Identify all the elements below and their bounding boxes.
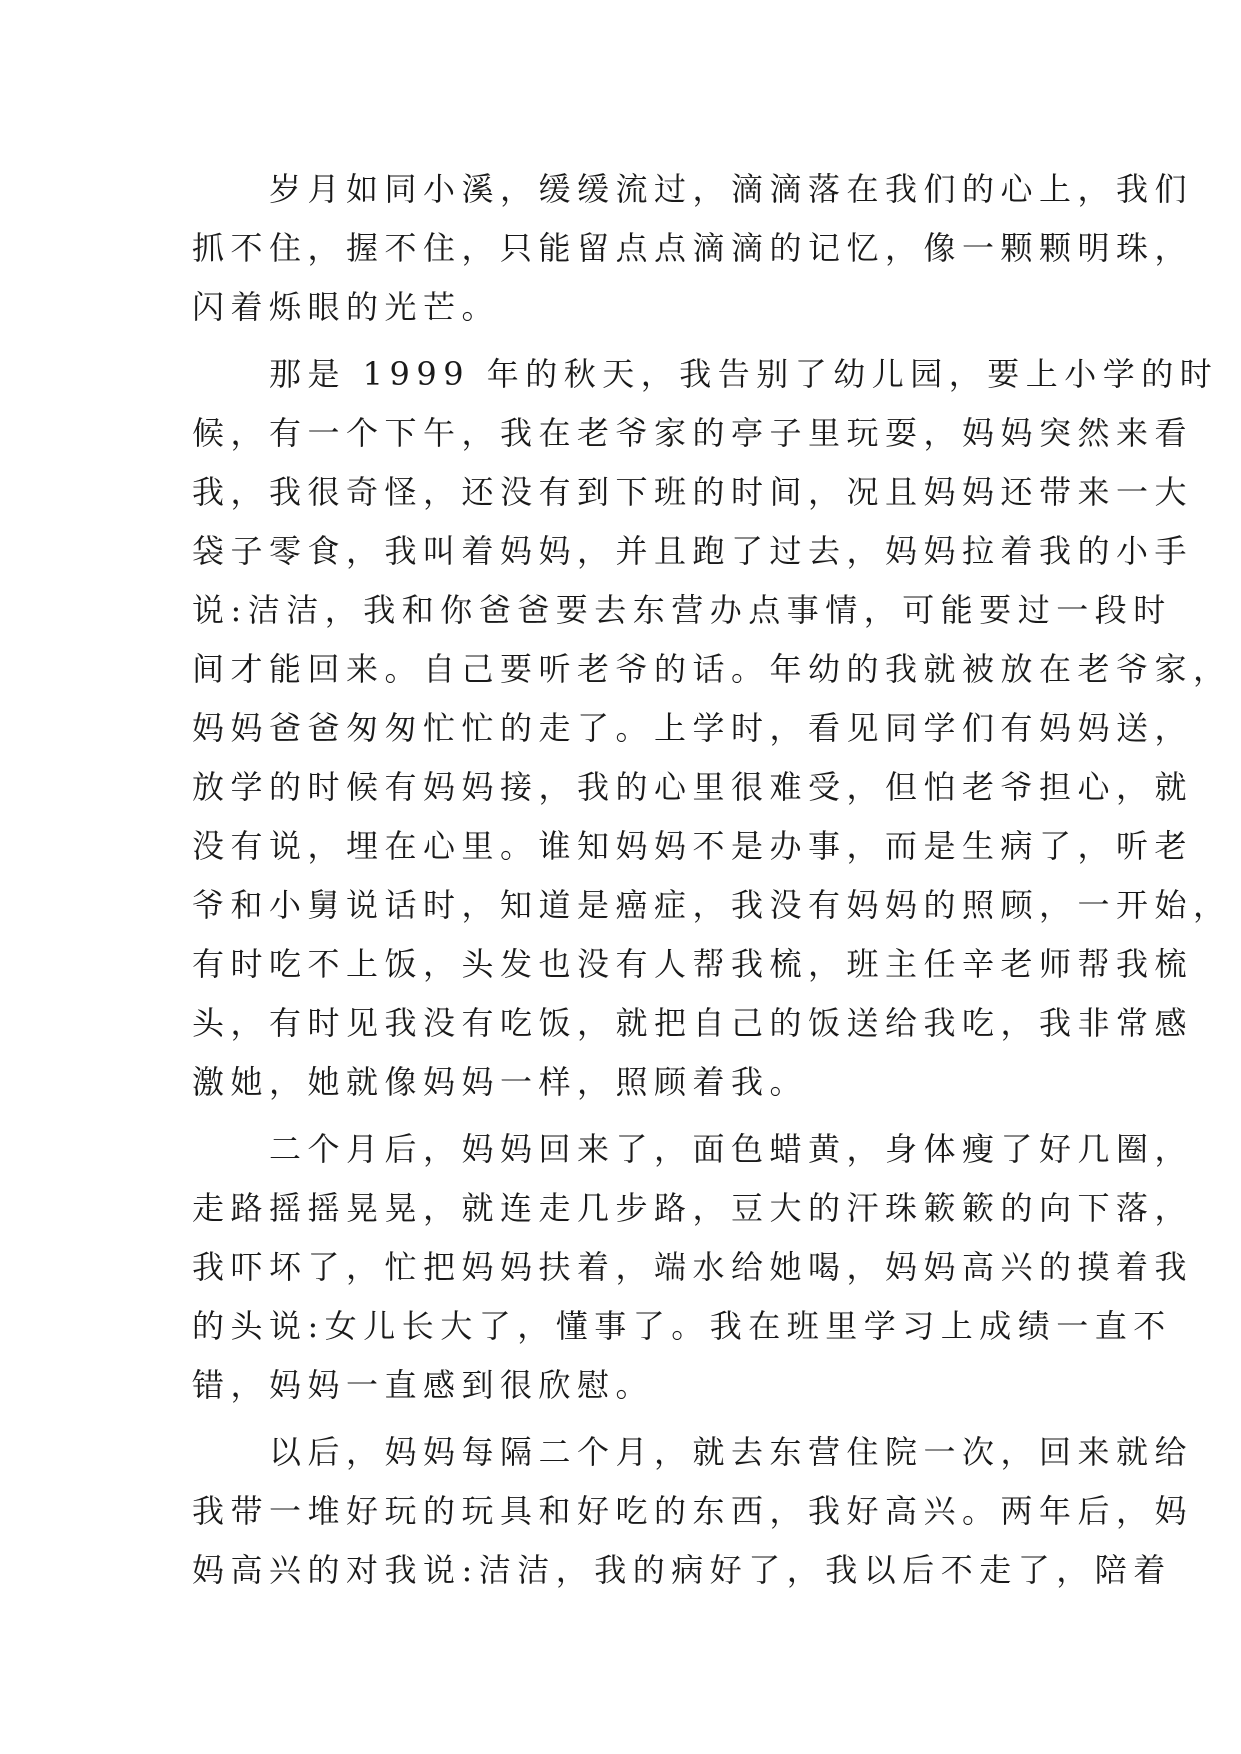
text-line: 那是 1999 年的秋天，我告别了幼儿园，要上小学的时: [192, 355, 1219, 393]
text-line: 以后，妈妈每隔二个月，就去东营住院一次，回来就给: [192, 1433, 1194, 1471]
text-line: 放学的时候有妈妈接，我的心里很难受，但怕老爷担心，就: [192, 768, 1194, 806]
text-line: 妈妈爸爸匆匆忙忙的走了。上学时，看见同学们有妈妈送，: [192, 709, 1194, 747]
text-line: 说:洁洁，我和你爸爸要去东营办点事情，可能要过一段时: [192, 591, 1172, 629]
text-line: 闪着烁眼的光芒。: [192, 288, 501, 326]
text-line: 激她，她就像妈妈一样，照顾着我。: [192, 1063, 809, 1101]
text-line: 妈高兴的对我说:洁洁，我的病好了，我以后不走了，陪着: [192, 1551, 1172, 1589]
paragraph-2: [192, 345, 1232, 1112]
paragraph-gap: [192, 1415, 1072, 1423]
paragraph-4: [192, 1423, 1194, 1600]
text-line: 走路摇摇晃晃，就连走几步路，豆大的汗珠簌簌的向下落，: [192, 1189, 1194, 1227]
paragraph-gap: [192, 1112, 1072, 1120]
text-line: 抓不住，握不住，只能留点点滴滴的记忆，像一颗颗明珠，: [192, 229, 1194, 267]
text-line: 间才能回来。自己要听老爷的话。年幼的我就被放在老爷家，: [192, 650, 1232, 688]
text-line: 二个月后，妈妈回来了，面色蜡黄，身体瘦了好几圈，: [192, 1130, 1194, 1168]
text-line: 错，妈妈一直感到很欣慰。: [192, 1366, 655, 1404]
text-line: 岁月如同小溪，缓缓流过，滴滴落在我们的心上，我们: [192, 170, 1194, 208]
text-line: 爷和小舅说话时，知道是癌症，我没有妈妈的照顾，一开始，: [192, 886, 1232, 924]
paragraph-gap: [192, 337, 1072, 345]
text-line: 有时吃不上饭，头发也没有人帮我梳，班主任辛老师帮我梳: [192, 945, 1194, 983]
text-line: 我吓坏了，忙把妈妈扶着，端水给她喝，妈妈高兴的摸着我: [192, 1248, 1194, 1286]
document-body: [192, 160, 1232, 1600]
text-line: 候，有一个下午，我在老爷家的亭子里玩耍，妈妈突然来看: [192, 414, 1194, 452]
paragraph-3: [192, 1120, 1194, 1415]
text-line: 的头说:女儿长大了，懂事了。我在班里学习上成绩一直不: [192, 1307, 1172, 1345]
text-line: 我，我很奇怪，还没有到下班的时间，况且妈妈还带来一大: [192, 473, 1194, 511]
text-line: 袋子零食，我叫着妈妈，并且跑了过去，妈妈拉着我的小手: [192, 532, 1194, 570]
text-line: 头，有时见我没有吃饭，就把自己的饭送给我吃，我非常感: [192, 1004, 1194, 1042]
paragraph-1: [192, 160, 1194, 337]
text-line: 没有说，埋在心里。谁知妈妈不是办事，而是生病了，听老: [192, 827, 1194, 865]
text-line: 我带一堆好玩的玩具和好吃的东西，我好高兴。两年后，妈: [192, 1492, 1194, 1530]
